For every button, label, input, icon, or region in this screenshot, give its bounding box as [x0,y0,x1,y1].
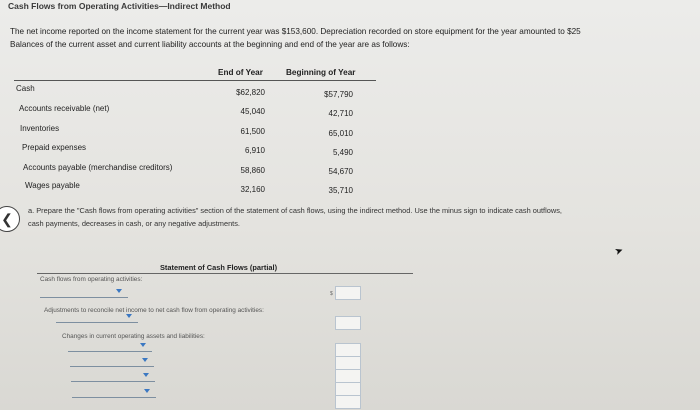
dollar-sign: $ [330,291,333,297]
row-label: Accounts receivable (net) [19,104,110,113]
row-end-value: 61,500 [240,127,265,136]
intro-text-1: The net income reported on the income statement for the current year was $153,600. Depreciation recorded on store equipment for the year amounted to $25 [10,27,581,36]
caret-down-icon [143,373,149,377]
row-end-value: 32,160 [240,185,265,194]
caret-down-icon [144,389,150,393]
adjustments-label: Adjustments to reconcile net income to net cash flow from operating activities: [44,307,264,314]
change-amount-input[interactable] [335,343,361,357]
row-begin-value: 42,710 [328,109,353,118]
change-amount-input[interactable] [335,356,361,370]
table-header-end: End of Year [218,68,263,77]
statement-title-rule [37,273,413,274]
caret-down-icon [116,289,122,293]
row-label: Prepaid expenses [22,143,87,152]
adjustment-dropdown[interactable] [56,313,138,323]
change-dropdown[interactable] [70,357,154,367]
row-begin-value: 35,710 [328,186,353,195]
section-label: Cash flows from operating activities: [40,276,143,283]
row-label: Cash [16,84,35,93]
row-end-value: 58,860 [240,166,265,175]
caret-down-icon [140,343,146,347]
change-dropdown[interactable] [72,388,156,398]
net-income-amount-input[interactable] [335,286,361,300]
row-label: Accounts payable (merchandise creditors) [23,163,173,172]
table-header-begin: Beginning of Year [286,68,356,77]
change-amount-input[interactable] [335,395,361,409]
page-title: Cash Flows from Operating Activities—Indirect Method [8,1,231,11]
question-prompt-1: a. Prepare the "Cash flows from operating activities" section of the statement of cash flows, using the indirect method. Use the minus sign to indicate cash outflows, [28,206,562,215]
table-header-rule [14,80,376,81]
change-amount-input[interactable] [335,382,361,396]
caret-down-icon [126,314,132,318]
row-label: Wages payable [25,181,80,190]
row-end-value: 6,910 [244,146,265,155]
change-dropdown[interactable] [71,372,155,382]
intro-text-2: Balances of the current asset and current liability accounts at the beginning and end of the year are as follows: [10,40,410,49]
statement-title: Statement of Cash Flows (partial) [160,263,278,272]
change-dropdown[interactable] [68,342,152,352]
row-begin-value: 65,010 [328,129,353,138]
caret-down-icon [142,358,148,362]
change-amount-input[interactable] [335,369,361,383]
adjustment-amount-input[interactable] [335,316,361,330]
row-begin-value: 54,670 [328,167,353,176]
net-income-dropdown[interactable] [40,288,128,298]
row-begin-value: $57,790 [324,90,353,99]
row-end-value: $62,820 [236,88,265,97]
changes-label: Changes in current operating assets and liabilities: [62,333,205,340]
row-end-value: 45,040 [240,107,265,116]
chevron-left-icon[interactable]: ❮ [0,206,20,232]
mouse-pointer-icon: ➤ [613,244,626,259]
row-label: Inventories [20,124,60,133]
row-begin-value: 5,490 [332,148,353,157]
question-prompt-2: cash payments, decreases in cash, or any negative adjustments. [28,219,240,228]
